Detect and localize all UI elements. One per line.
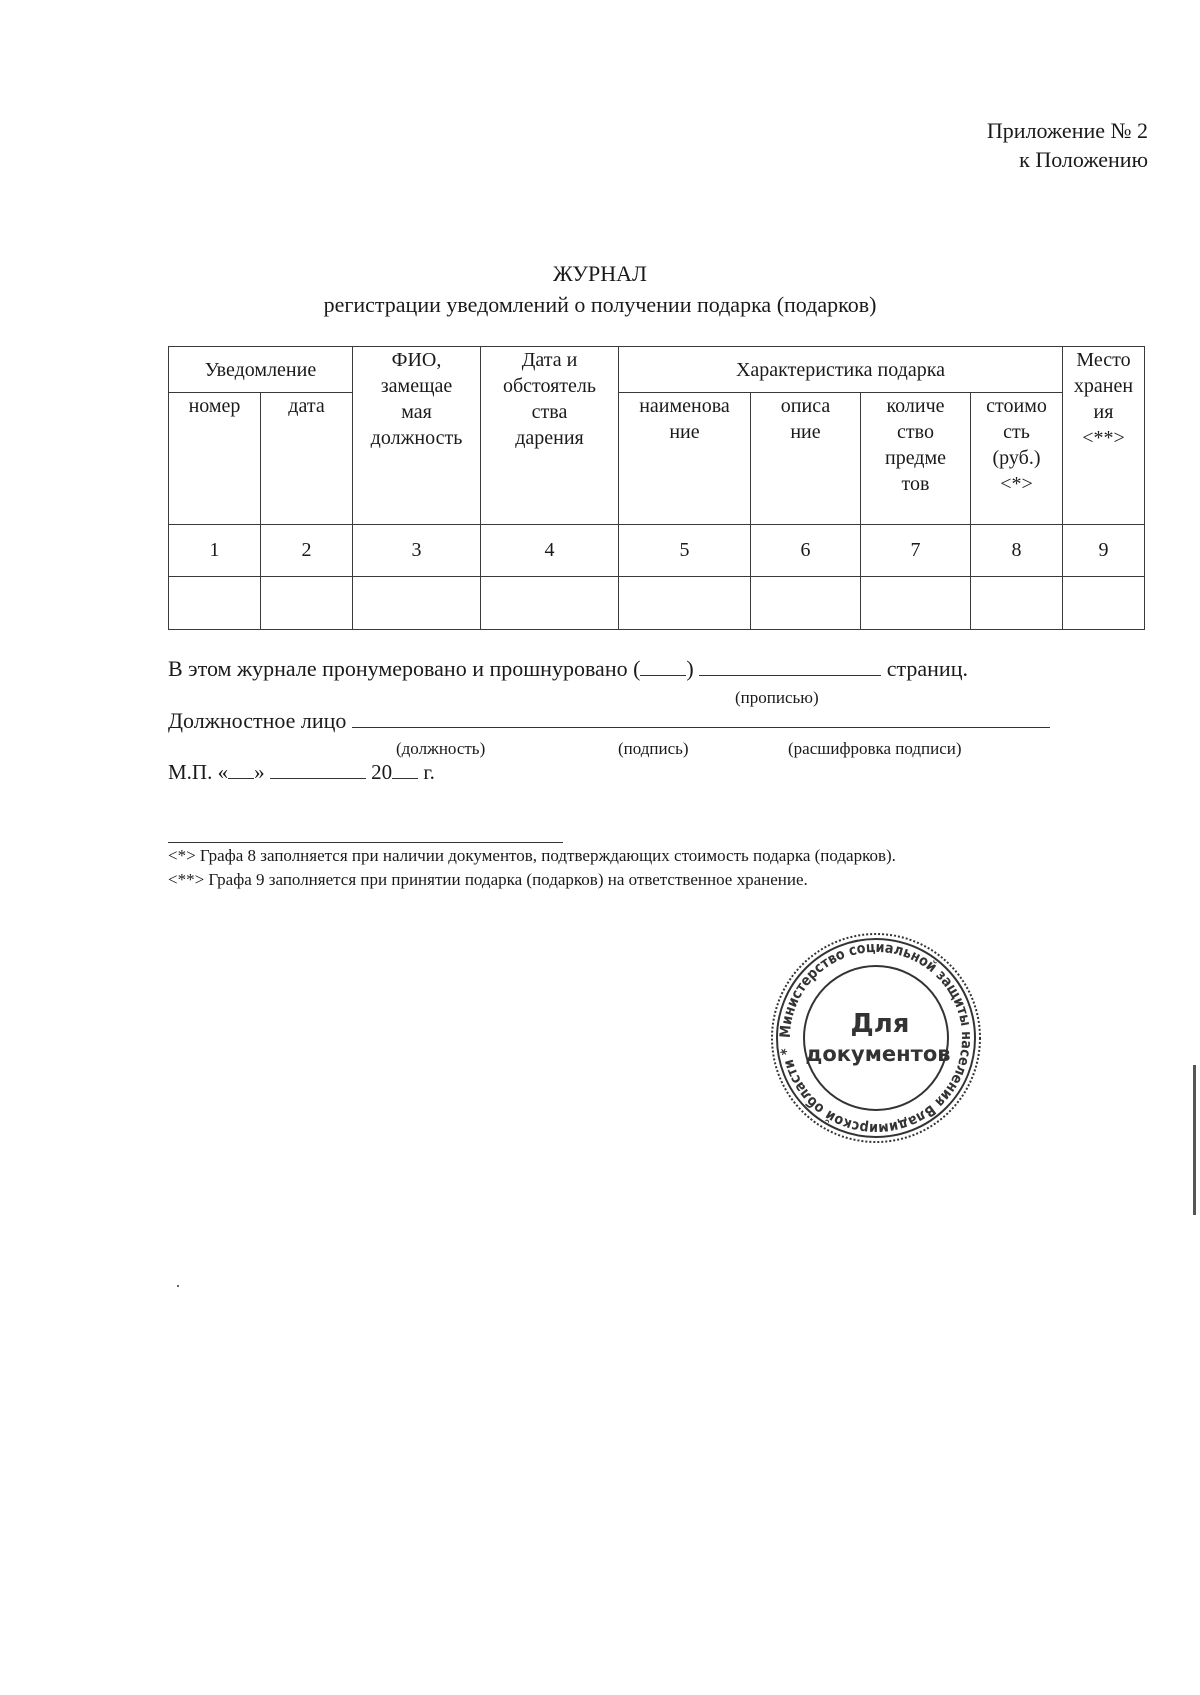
header-cost-l4: <*> xyxy=(1000,473,1033,496)
entry-cell-6[interactable] xyxy=(751,577,861,630)
stamp-date-line xyxy=(168,760,435,785)
col-num-4: 4 xyxy=(481,524,619,577)
official-line xyxy=(168,708,1050,734)
entry-cell-3[interactable] xyxy=(353,577,481,630)
pages-paren: ) xyxy=(686,656,694,681)
header-fio-l4: должность xyxy=(370,427,463,449)
year-prefix: 20 xyxy=(371,760,393,784)
scan-edge-mark xyxy=(1193,1065,1196,1215)
header-cost xyxy=(971,393,1063,524)
official-label: Должностное лицо xyxy=(168,708,347,733)
seal-center-line2: документов xyxy=(805,1042,951,1066)
footnote-2: <**> Графа 9 заполняется при принятии подарка (подарков) на ответственное хранение. xyxy=(168,870,808,889)
header-desc-l1: описа xyxy=(780,395,831,418)
stamp-label: М.П. « xyxy=(168,760,229,784)
pages-words-blank[interactable] xyxy=(699,674,881,676)
col-num-3: 3 xyxy=(353,524,481,577)
appendix-number: Приложение № 2 xyxy=(986,118,1148,143)
header-cost-l3: (руб.) xyxy=(992,447,1041,470)
year-suffix: г. xyxy=(423,760,435,784)
entry-cell-8[interactable] xyxy=(971,577,1063,630)
entry-cell-4[interactable] xyxy=(481,577,619,630)
footnote-1: <*> Графа 8 заполняется при наличии документов, подтверждающих стоимость подарка (подарков). xyxy=(168,846,896,865)
header-fio xyxy=(353,347,481,525)
header-cost-l2: сть xyxy=(1003,421,1030,444)
stamp-quote: » xyxy=(254,760,265,784)
pages-caption: (прописью) xyxy=(735,688,819,707)
appendix-reference: к Положению xyxy=(1019,147,1148,172)
month-blank[interactable] xyxy=(270,777,366,779)
entry-cell-2[interactable] xyxy=(261,577,353,630)
header-qty-l4: тов xyxy=(901,473,930,496)
column-number-row xyxy=(169,524,1145,577)
seal-stamp xyxy=(768,930,984,1146)
header-storage xyxy=(1063,347,1145,525)
header-fio-l3: мая xyxy=(401,401,432,423)
header-storage-l1: Место xyxy=(1076,349,1131,371)
year-blank[interactable] xyxy=(392,777,418,779)
header-circ-l4: дарения xyxy=(515,427,584,449)
header-storage-l3: ия xyxy=(1093,401,1114,423)
title-subtitle: регистрации уведомлений о получении подарка (подарков) xyxy=(323,292,877,317)
header-name-l1: наименова xyxy=(639,395,730,418)
entry-cell-9[interactable] xyxy=(1063,577,1145,630)
pages-text: В этом журнале пронумеровано и прошнуровано ( xyxy=(168,656,641,681)
official-blank[interactable] xyxy=(352,726,1050,728)
header-qty-l2: ство xyxy=(897,421,934,444)
col-num-5: 5 xyxy=(619,524,751,577)
caption-position: (должность) xyxy=(396,739,486,758)
pages-statement xyxy=(168,656,968,682)
seal-ring-text-path: Министерство социальной защиты населения Владимирской области * xyxy=(777,939,975,1137)
col-num-8: 8 xyxy=(971,524,1063,577)
day-blank[interactable] xyxy=(228,777,254,779)
title-main: ЖУРНАЛ xyxy=(553,261,647,286)
header-name-l2: ние xyxy=(669,421,700,444)
entry-cell-1[interactable] xyxy=(169,577,261,630)
appendix-header xyxy=(987,116,1148,174)
footnote-rule xyxy=(168,842,563,843)
col-num-7: 7 xyxy=(861,524,971,577)
caption-signature: (подпись) xyxy=(618,739,689,758)
header-quantity xyxy=(861,393,971,524)
header-number: номер xyxy=(169,393,261,524)
col-num-1: 1 xyxy=(169,524,261,577)
entry-cell-5[interactable] xyxy=(619,577,751,630)
header-fio-l2: замещае xyxy=(380,375,453,397)
header-notice: Уведомление xyxy=(169,347,353,393)
header-date: дата xyxy=(261,393,353,524)
header-description xyxy=(751,393,861,524)
col-num-9: 9 xyxy=(1063,524,1145,577)
header-cost-l1: стоимо xyxy=(986,395,1047,418)
journal-table xyxy=(168,346,1145,630)
header-qty-l1: количе xyxy=(886,395,945,418)
scan-speck xyxy=(177,1285,179,1287)
header-circ-l2: обстоятель xyxy=(502,375,597,397)
header-storage-l2: хранен xyxy=(1073,375,1134,397)
pages-count-blank[interactable] xyxy=(640,674,686,676)
header-circ-l3: ства xyxy=(531,401,568,423)
col-num-6: 6 xyxy=(751,524,861,577)
col-num-2: 2 xyxy=(261,524,353,577)
seal-center-line1: Для xyxy=(850,1009,910,1039)
header-fio-l1: ФИО, xyxy=(391,349,442,371)
header-desc-l2: ние xyxy=(790,421,821,444)
pages-word: страниц. xyxy=(886,656,968,681)
caption-decoding: (расшифровка подписи) xyxy=(788,739,962,758)
header-name xyxy=(619,393,751,524)
header-storage-l4: <**> xyxy=(1082,427,1125,449)
header-circumstances xyxy=(481,347,619,525)
document-title xyxy=(0,258,1200,320)
header-gift: Характеристика подарка xyxy=(619,347,1063,393)
header-qty-l3: предме xyxy=(884,447,947,470)
entry-cell-7[interactable] xyxy=(861,577,971,630)
empty-entry-row xyxy=(169,577,1145,630)
header-circ-l1: Дата и xyxy=(521,349,578,371)
